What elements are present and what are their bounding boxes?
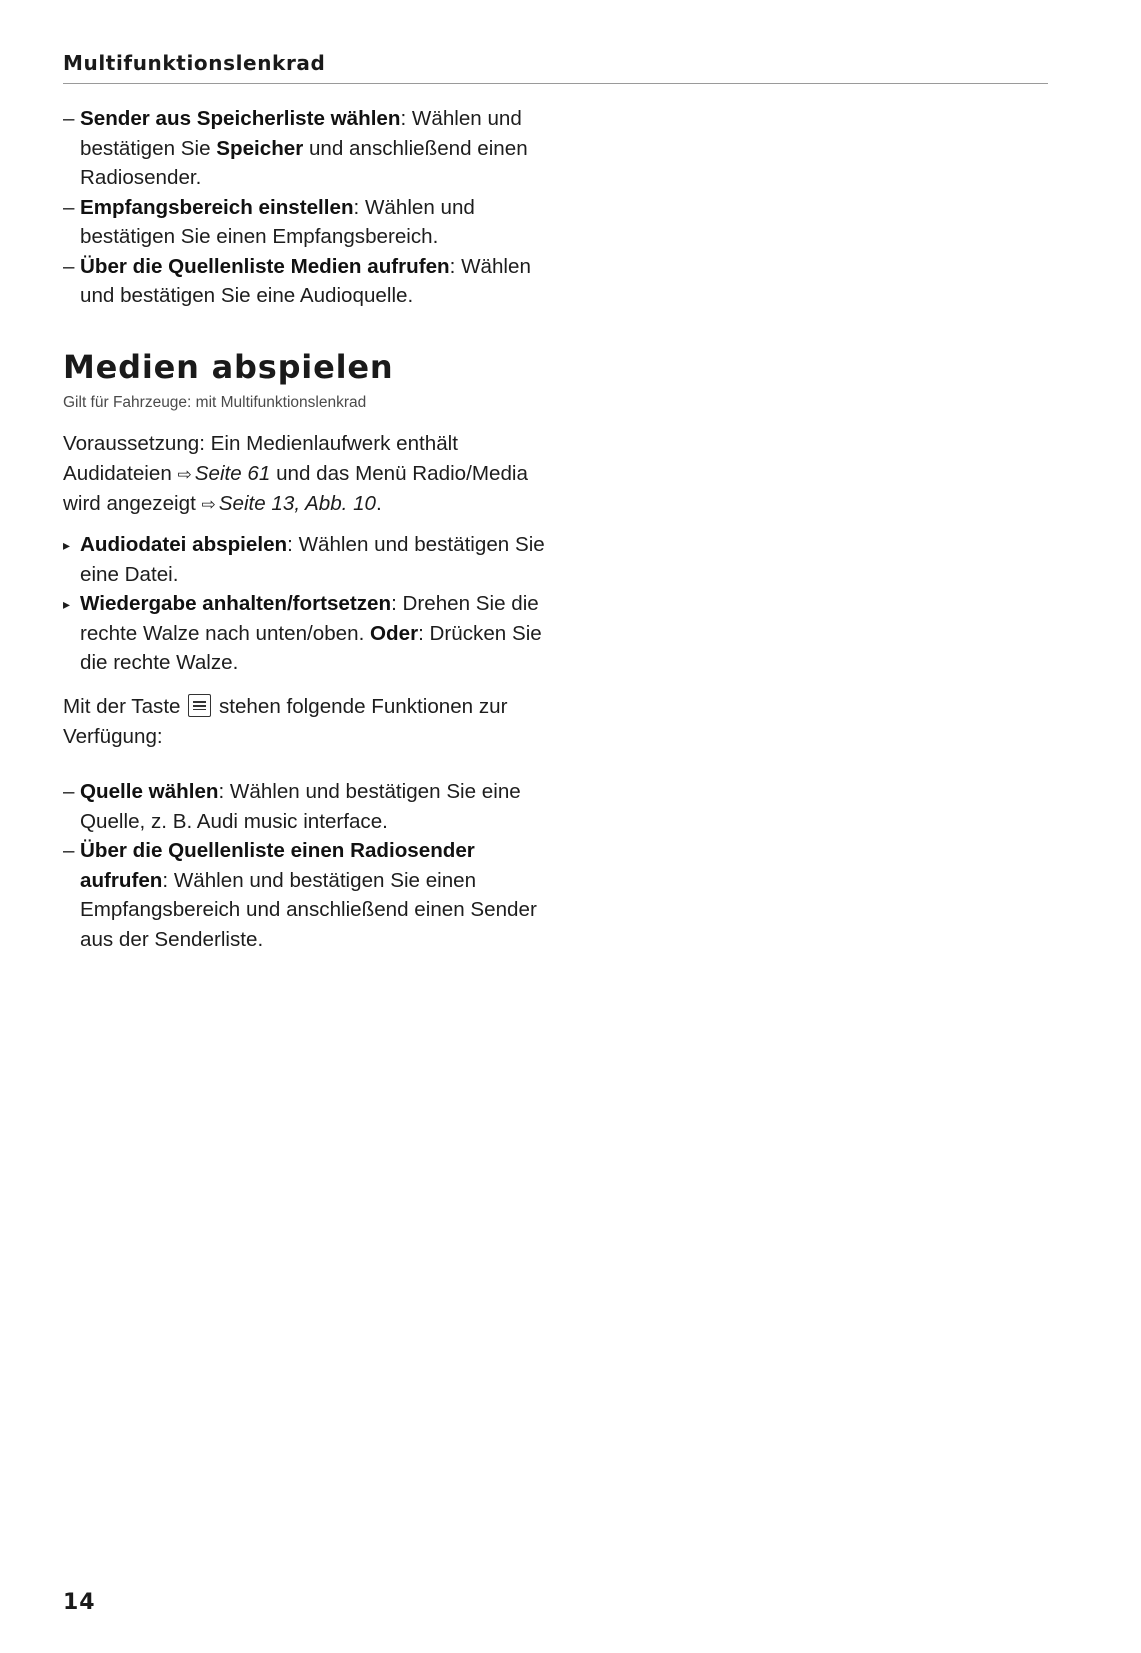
steps-block — [63, 530, 563, 678]
step-item — [63, 589, 563, 678]
function-item — [63, 836, 563, 954]
step-item — [63, 530, 563, 589]
functions-list — [63, 777, 563, 954]
prereq-text: und das Menü Radio/Media wird angezeigt — [63, 461, 528, 515]
page-reference-link[interactable]: Seite 13, Abb. 10 — [218, 492, 377, 515]
dash-marker: – — [63, 107, 75, 130]
function-term: Über die Quellenliste einen Radiosender aufrufen — [80, 839, 475, 892]
list-item — [63, 193, 563, 252]
triangle-bullet-icon: ▸ — [63, 596, 71, 612]
applicability-note: Gilt für Fahrzeuge: mit Multifunktionslenkrad — [63, 394, 367, 411]
page-header — [63, 50, 1048, 84]
option-term: Sender aus Speicherliste wählen — [80, 107, 401, 130]
function-term: Quelle wählen — [80, 780, 219, 803]
option-term: Über die Quellenliste Medien aufrufen — [80, 254, 450, 278]
prereq-text: . — [376, 492, 382, 515]
step-term: Wiedergabe anhalten/fortsetzen — [80, 592, 392, 615]
key-text: Mit der Taste — [63, 695, 187, 718]
prerequisite-paragraph — [63, 429, 563, 520]
function-text: : Wählen und bestätigen Sie einen Empfangsbereich und anschließend einen Sender aus der Senderliste. — [80, 868, 537, 951]
key-text: stehen folgende Funktionen zur Verfügung: — [63, 695, 508, 748]
running-header-title: Multifunktionslenkrad — [63, 51, 326, 75]
arrow-right-icon: ⇨ — [201, 495, 216, 514]
dash-marker: – — [63, 839, 75, 862]
dash-marker: – — [63, 254, 75, 278]
function-text: : Wählen und bestätigen Sie eine Quelle, z. B. Audi music interface. — [80, 780, 521, 833]
page-reference-link[interactable]: Seite 61 — [194, 461, 271, 485]
function-item — [63, 777, 563, 836]
step-text: : Wählen und bestätigen Sie eine Datei. — [80, 533, 545, 586]
step-text: : Drehen Sie die rechte Walze nach unten/oben. — [80, 592, 539, 645]
functions-block — [63, 777, 563, 954]
option-text: : Wählen und bestätigen Sie eine Audioquelle. — [80, 254, 531, 307]
page-number: 14 — [63, 1590, 96, 1615]
option-term: Empfangsbereich einstellen — [80, 195, 354, 219]
prereq-text: Voraussetzung: Ein Medienlaufwerk enthält Audidateien — [63, 432, 458, 485]
step-term: Audiodatei abspielen — [80, 533, 288, 556]
step-text: : Drücken Sie die rechte Walze. — [80, 621, 542, 674]
section-heading: Medien abspielen — [63, 348, 394, 386]
option-text: und anschließend einen Radiosender. — [80, 136, 528, 189]
options-list — [63, 104, 563, 311]
step-term-inline: Oder — [370, 621, 419, 645]
key-paragraph — [63, 692, 563, 751]
dash-marker: – — [63, 780, 75, 803]
steps-list — [63, 530, 563, 678]
dash-marker: – — [63, 195, 75, 219]
list-item — [63, 252, 563, 311]
option-text: : Wählen und bestätigen Sie einen Empfangsbereich. — [80, 195, 475, 248]
option-term-inline: Speicher — [216, 136, 304, 160]
options-list-block — [63, 104, 563, 311]
arrow-right-icon: ⇨ — [177, 464, 192, 484]
option-text: : Wählen und bestätigen Sie — [80, 107, 522, 160]
menu-key-icon — [188, 694, 211, 717]
list-item — [63, 104, 563, 193]
triangle-bullet-icon: ▸ — [63, 537, 71, 553]
